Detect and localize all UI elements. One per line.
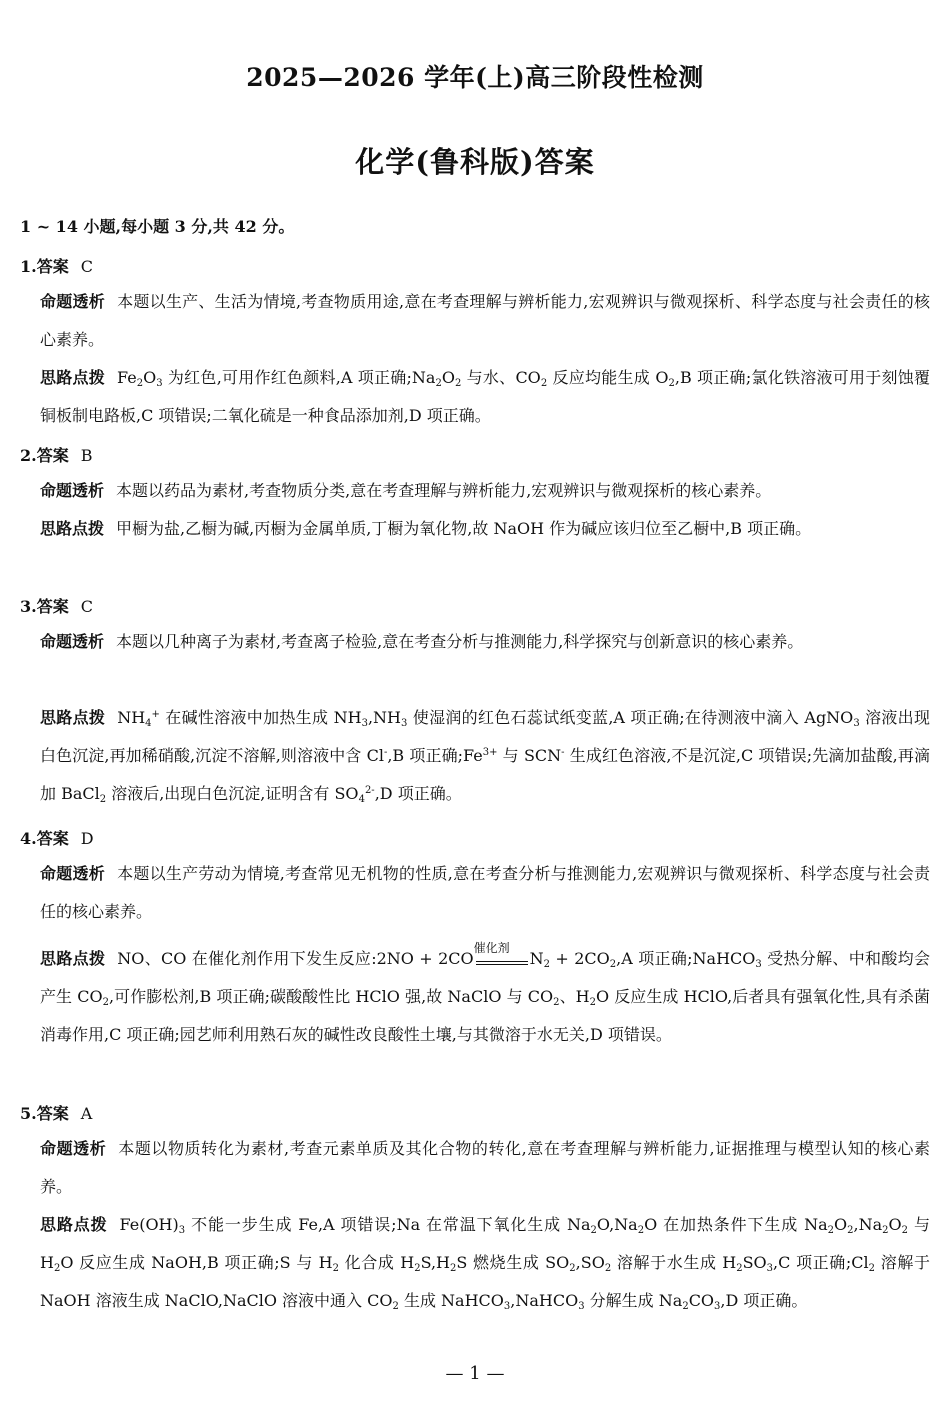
page-title: 2025—2026 学年(上)高三阶段性检测 — [246, 63, 704, 92]
hint-label: 思路点拨 — [40, 519, 105, 538]
answer-label: 答案 — [36, 446, 69, 465]
hint-text: $Fe_2O_3$ 为红色,可用作红色颜料,A 项正确$;Na_2O_2$ 与水、$CO_2$ 反应均能生成 $O_2,B$ 项正确;氯化铁溶液可用于刻蚀覆铜板制电路板,C 项错误;二氧化硫是一种食品添加剂,D 项正确。 — [40, 368, 930, 425]
answer-value: C — [80, 597, 93, 616]
answer-value: B — [80, 446, 93, 465]
question-5-header — [20, 1101, 950, 1124]
answer-value: A — [80, 1104, 93, 1123]
analysis-text: 本题以药品为素材,考查物质分类,意在考查理解与辨析能力,宏观辨识与微观探析的核心素养。 — [116, 481, 772, 500]
analysis-label: 命题透析 — [40, 1139, 107, 1158]
question-3-analysis — [40, 623, 930, 661]
answer-value: C — [80, 257, 93, 276]
hint-label: 思路点拨 — [40, 949, 106, 968]
catalyst-arrow — [473, 940, 530, 975]
question-5-hint — [40, 1206, 930, 1320]
question-number: 2. — [20, 446, 37, 465]
analysis-text: 本题以生产劳动为情境,考查常见无机物的性质,意在考查分析与推测能力,宏观辨识与微观探析、科学态度与社会责任的核心素养。 — [40, 864, 930, 921]
question-2-header — [20, 443, 950, 466]
question-2-analysis — [40, 472, 930, 510]
hint-text: $Fe(OH)_3$ 不能一步生成 Fe,A 项错误;Na 在常温下氧化生成 $Na_2O,Na_2O$ 在加热条件下生成 $Na_2O_2,Na_2O_2$ 与 $H_2O$ 反应生成 NaOH,B 项正确;S 与 $H_2$ 化合成 $H_2S,H_2S$ 燃烧生成 $SO_2,SO_2$ 溶解于水生成 $H_2SO_3,C$ 项正确$;Cl_2$ 溶解于 NaOH 溶液生成 NaClO,NaClO 溶液中通入 $CO_2$ 生成 NaHCO$_3$,NaHCO$_3$ 分解生成 $Na_2CO_3,D$ 项正确。 — [40, 1215, 930, 1312]
question-1-header — [20, 254, 950, 277]
page-subtitle: 化学(鲁科版)答案 — [355, 145, 595, 179]
analysis-text: 本题以物质转化为素材,考查元素单质及其化合物的转化,意在考查理解与辨析能力,证据推理与模型认知的核心素养。 — [40, 1139, 930, 1196]
analysis-text: 本题以几种离子为素材,考查离子检验,意在考查分析与推测能力,科学探究与创新意识的核心素养。 — [116, 632, 804, 651]
question-2-hint — [40, 510, 930, 548]
section-intro: 1 ~ 14 小题,每小题 3 分,共 42 分。 — [20, 217, 295, 236]
question-4-analysis — [40, 855, 930, 931]
catalyst-label: 催化剂 — [473, 940, 510, 955]
answer-label: 答案 — [36, 1104, 69, 1123]
hint-text: 甲橱为盐,乙橱为碱,丙橱为金属单质,丁橱为氧化物,故 NaOH 作为碱应该归位至乙橱中,B 项正确。 — [116, 519, 812, 538]
answer-label: 答案 — [36, 829, 69, 848]
analysis-label: 命题透析 — [40, 292, 106, 311]
analysis-text: 本题以生产、生活为情境,考查物质用途,意在考查理解与辨析能力,宏观辨识与微观探析、科学态度与社会责任的核心素养。 — [40, 292, 930, 349]
question-5-analysis — [40, 1130, 930, 1206]
answer-label: 答案 — [36, 257, 69, 276]
question-3-header — [20, 594, 950, 617]
analysis-label: 命题透析 — [40, 864, 106, 883]
question-number: 3. — [20, 597, 37, 616]
hint-text: $N_2 + 2CO_2,A$ 项正确;NaHCO$_3$ 受热分解、中和酸均会产生 $CO_2$,可作膨松剂,B 项正确;碳酸酸性比 HClO 强,故 NaClO 与 $CO_2$、$H_2O$ 反应生成 HClO,后者具有强氧化性,具有杀菌消毒作用,C 项正确;园艺师利用熟石灰的碱性改良酸性土壤,与其微溶于水无关,D 项错误。 — [40, 949, 930, 1044]
question-number: 4. — [20, 829, 37, 848]
question-number: 5. — [20, 1104, 37, 1123]
question-4-hint — [40, 940, 930, 1054]
hint-label: 思路点拨 — [40, 1215, 108, 1234]
hint-pre-text: NO、CO 在催化剂作用下发生反应:2NO + 2CO — [117, 949, 474, 968]
analysis-label: 命题透析 — [40, 481, 105, 500]
hint-label: 思路点拨 — [40, 368, 106, 387]
question-1-analysis — [40, 283, 930, 359]
page-number: — 1 — — [445, 1363, 505, 1384]
analysis-label: 命题透析 — [40, 632, 105, 651]
answer-value: D — [80, 829, 94, 848]
question-3-hint — [40, 699, 930, 813]
hint-text: $NH_4^+$ 在碱性溶液中加热生成 $NH_3,NH_3$ 使湿润的红色石蕊试纸变蓝,A 项正确;在待测液中滴入 AgNO$_3$ 溶液出现白色沉淀,再加稀硝酸,沉淀不溶解,则溶液中含 Cl-,B 项正确$;Fe^{3+}$ 与 SCN- 生成红色溶液,不是沉淀,C 项错误;先滴加盐酸,再滴加 BaCl$_2$ 溶液后,出现白色沉淀,证明含有 $SO_4^{2-},D$ 项正确。 — [40, 708, 930, 805]
answer-label: 答案 — [36, 597, 69, 616]
question-1-hint — [40, 359, 930, 435]
question-4-header — [20, 826, 950, 849]
hint-label: 思路点拨 — [40, 708, 106, 727]
question-number: 1. — [20, 257, 37, 276]
